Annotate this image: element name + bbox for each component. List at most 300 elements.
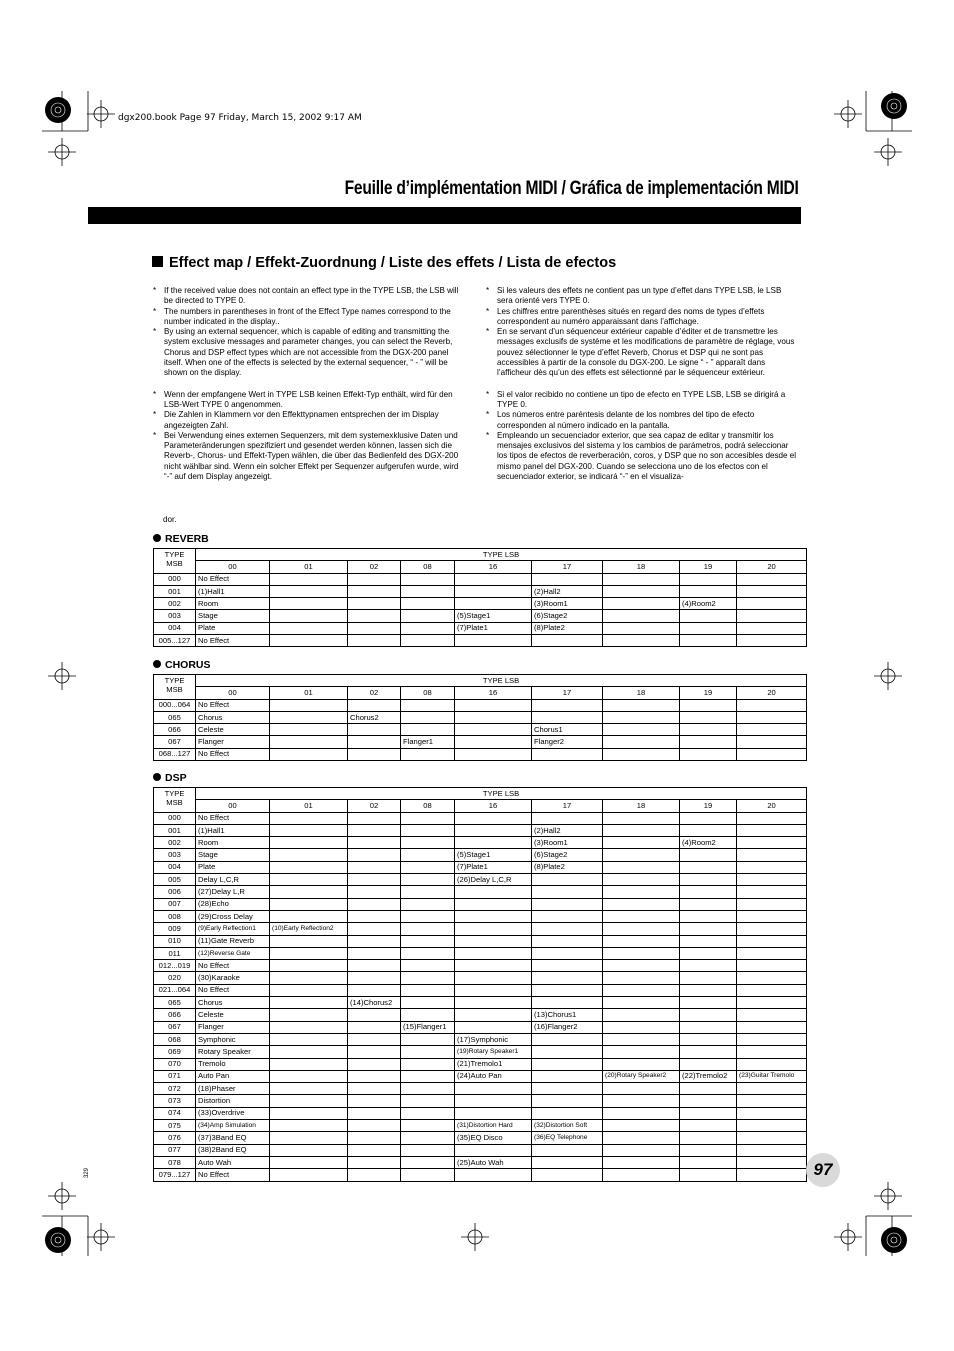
effect-cell bbox=[603, 573, 680, 585]
effect-cell bbox=[603, 837, 680, 849]
effect-cell bbox=[401, 622, 455, 634]
effect-cell bbox=[455, 997, 532, 1009]
effect-cell bbox=[401, 748, 455, 760]
effect-cell bbox=[737, 910, 807, 922]
lsb-column-header: 19 bbox=[680, 561, 737, 573]
effect-cell bbox=[532, 1169, 603, 1181]
effect-cell bbox=[401, 1120, 455, 1132]
effect-cell bbox=[270, 837, 348, 849]
effect-cell bbox=[401, 837, 455, 849]
lsb-column-header: 02 bbox=[348, 687, 401, 699]
effect-cell bbox=[532, 711, 603, 723]
msb-cell: 067 bbox=[154, 736, 196, 748]
effect-cell bbox=[270, 622, 348, 634]
effect-cell: (2)Hall2 bbox=[532, 824, 603, 836]
effect-cell bbox=[401, 1046, 455, 1058]
effect-cell bbox=[455, 1083, 532, 1095]
msb-cell: 003 bbox=[154, 849, 196, 861]
lsb-column-header: 00 bbox=[196, 800, 270, 812]
table-row bbox=[154, 585, 807, 597]
effect-cell bbox=[401, 910, 455, 922]
lsb-column-header: 08 bbox=[401, 800, 455, 812]
effect-cell bbox=[737, 849, 807, 861]
effect-cell bbox=[680, 923, 737, 935]
effect-cell bbox=[270, 1009, 348, 1021]
effect-cell bbox=[270, 861, 348, 873]
effect-cell bbox=[680, 886, 737, 898]
effect-cell bbox=[532, 635, 603, 647]
effect-cell bbox=[455, 573, 532, 585]
effect-cell bbox=[401, 1169, 455, 1181]
table-row bbox=[154, 1046, 807, 1058]
effect-cell: (32)Distortion Soft bbox=[532, 1120, 603, 1132]
msb-cell: 012...019 bbox=[154, 960, 196, 972]
effect-cell: No Effect bbox=[196, 984, 270, 996]
msb-cell: 065 bbox=[154, 997, 196, 1009]
effect-cell bbox=[603, 1046, 680, 1058]
effect-cell: (2)Hall2 bbox=[532, 585, 603, 597]
effect-cell bbox=[455, 960, 532, 972]
effect-cell: (24)Auto Pan bbox=[455, 1070, 532, 1082]
note-marker: * bbox=[486, 410, 490, 420]
effect-cell bbox=[737, 861, 807, 873]
effect-cell bbox=[737, 837, 807, 849]
effect-cell bbox=[270, 1156, 348, 1168]
effect-cell bbox=[737, 1107, 807, 1119]
effect-cell: (11)Gate Reverb bbox=[196, 935, 270, 947]
effect-cell bbox=[603, 635, 680, 647]
dsp-heading-text: DSP bbox=[165, 772, 187, 784]
effect-cell bbox=[603, 736, 680, 748]
effect-cell bbox=[680, 898, 737, 910]
effect-cell bbox=[401, 598, 455, 610]
table-row bbox=[154, 1070, 807, 1082]
effect-cell bbox=[532, 699, 603, 711]
note-item bbox=[486, 307, 798, 328]
effect-cell bbox=[680, 1107, 737, 1119]
table-row bbox=[154, 861, 807, 873]
msb-cell: 011 bbox=[154, 947, 196, 959]
effect-cell bbox=[603, 711, 680, 723]
effect-cell bbox=[680, 984, 737, 996]
effect-cell: Delay L,C,R bbox=[196, 874, 270, 886]
effect-cell bbox=[737, 573, 807, 585]
effect-cell bbox=[737, 1046, 807, 1058]
effect-cell bbox=[401, 984, 455, 996]
effect-cell bbox=[348, 598, 401, 610]
effect-cell: (8)Plate2 bbox=[532, 861, 603, 873]
effect-cell bbox=[270, 736, 348, 748]
effect-cell bbox=[680, 736, 737, 748]
msb-cell: 000...064 bbox=[154, 699, 196, 711]
note-text: Wenn der empfangene Wert in TYPE LSB keinen Effekt-Typ enthält, wird für den LSB-Wert TYPE 0 angenommen. bbox=[164, 389, 453, 409]
bullet-dot-icon bbox=[153, 534, 161, 542]
effect-cell bbox=[737, 984, 807, 996]
note-marker: * bbox=[486, 286, 490, 295]
msb-cell: 067 bbox=[154, 1021, 196, 1033]
effect-cell bbox=[401, 711, 455, 723]
reverb-heading-text: REVERB bbox=[165, 533, 209, 545]
msb-cell: 005...127 bbox=[154, 635, 196, 647]
effect-cell bbox=[737, 1083, 807, 1095]
effect-cell bbox=[455, 886, 532, 898]
effect-cell bbox=[603, 1033, 680, 1045]
effect-cell bbox=[455, 585, 532, 597]
effect-cell bbox=[401, 972, 455, 984]
effect-cell bbox=[737, 724, 807, 736]
effect-cell bbox=[270, 1120, 348, 1132]
effect-cell bbox=[737, 1021, 807, 1033]
effect-cell bbox=[737, 585, 807, 597]
bullet-dot-icon bbox=[153, 773, 161, 781]
note-text: Si el valor recibido no contiene un tipo de efecto en TYPE LSB, LSB se dirigirá a TYPE 0. bbox=[497, 389, 786, 409]
effect-cell: No Effect bbox=[196, 812, 270, 824]
effect-cell bbox=[532, 1156, 603, 1168]
effect-cell bbox=[348, 736, 401, 748]
effect-cell bbox=[737, 1156, 807, 1168]
msb-cell: 008 bbox=[154, 910, 196, 922]
effect-cell bbox=[455, 898, 532, 910]
effect-cell bbox=[401, 886, 455, 898]
effect-cell bbox=[532, 1107, 603, 1119]
effect-cell bbox=[680, 1046, 737, 1058]
msb-cell: 075 bbox=[154, 1120, 196, 1132]
effect-cell bbox=[603, 598, 680, 610]
effect-cell bbox=[680, 1169, 737, 1181]
effect-cell bbox=[680, 861, 737, 873]
effect-cell bbox=[532, 1033, 603, 1045]
effect-cell bbox=[348, 1046, 401, 1058]
page-title: Feuille d’implémentation MIDI / Gráfica de implementación MIDI bbox=[345, 178, 799, 199]
effect-cell bbox=[532, 1144, 603, 1156]
effect-cell bbox=[270, 1083, 348, 1095]
table-row bbox=[154, 960, 807, 972]
effect-cell bbox=[270, 972, 348, 984]
effect-cell: (38)2Band EQ bbox=[196, 1144, 270, 1156]
effect-cell bbox=[737, 898, 807, 910]
notes-gap bbox=[153, 379, 465, 390]
effect-cell bbox=[603, 874, 680, 886]
msb-cell: 000 bbox=[154, 573, 196, 585]
effect-cell bbox=[680, 1095, 737, 1107]
note-item bbox=[486, 286, 798, 307]
table-row bbox=[154, 1144, 807, 1156]
effect-cell bbox=[348, 923, 401, 935]
table-row bbox=[154, 812, 807, 824]
effect-cell bbox=[603, 1095, 680, 1107]
effect-cell: (36)EQ Telephone bbox=[532, 1132, 603, 1144]
effect-cell bbox=[603, 910, 680, 922]
effect-cell bbox=[603, 622, 680, 634]
note-text: The numbers in parentheses in front of the Effect Type names correspond to the number indicated in the display.. bbox=[164, 306, 451, 326]
note-text: Los números entre paréntesis delante de los nombres del tipo de efecto corresponden al número indicado en la pantalla. bbox=[497, 410, 755, 430]
lsb-column-header: 08 bbox=[401, 687, 455, 699]
effect-cell bbox=[532, 947, 603, 959]
effect-cell bbox=[401, 997, 455, 1009]
msb-cell: 009 bbox=[154, 923, 196, 935]
effect-cell bbox=[455, 947, 532, 959]
lsb-column-header: 00 bbox=[196, 561, 270, 573]
effect-cell bbox=[455, 724, 532, 736]
effect-cell bbox=[737, 1169, 807, 1181]
effect-cell bbox=[348, 812, 401, 824]
effect-cell bbox=[680, 812, 737, 824]
note-marker: * bbox=[486, 430, 490, 440]
effect-cell bbox=[401, 923, 455, 935]
effect-cell bbox=[737, 1132, 807, 1144]
note-text: Si les valeurs des effets ne contient pas un type d’effet dans TYPE LSB, le LSB sera orienté vers TYPE 0. bbox=[497, 286, 782, 306]
effect-cell bbox=[737, 874, 807, 886]
msb-cell: 001 bbox=[154, 585, 196, 597]
effect-cell bbox=[270, 984, 348, 996]
effect-cell bbox=[455, 972, 532, 984]
effect-cell bbox=[270, 1095, 348, 1107]
effect-cell: (31)Distortion Hard bbox=[455, 1120, 532, 1132]
effect-cell bbox=[680, 699, 737, 711]
effect-cell bbox=[737, 886, 807, 898]
effect-cell bbox=[348, 898, 401, 910]
dsp-heading bbox=[153, 772, 187, 784]
effect-cell bbox=[603, 748, 680, 760]
effect-cell bbox=[680, 960, 737, 972]
effect-cell: Room bbox=[196, 837, 270, 849]
effect-cell bbox=[348, 573, 401, 585]
effect-cell bbox=[603, 1021, 680, 1033]
effect-cell bbox=[603, 1083, 680, 1095]
chorus-heading bbox=[153, 659, 211, 671]
notes-right-column bbox=[486, 286, 798, 482]
effect-cell bbox=[348, 1169, 401, 1181]
effect-cell: Stage bbox=[196, 849, 270, 861]
table-row bbox=[154, 736, 807, 748]
effect-cell: (21)Tremolo1 bbox=[455, 1058, 532, 1070]
effect-cell: No Effect bbox=[196, 635, 270, 647]
effect-cell bbox=[270, 1058, 348, 1070]
note-marker: * bbox=[153, 327, 157, 337]
lsb-column-header: 16 bbox=[455, 561, 532, 573]
effect-cell bbox=[401, 573, 455, 585]
table-row bbox=[154, 898, 807, 910]
effect-cell bbox=[270, 1021, 348, 1033]
note-item bbox=[153, 327, 465, 378]
effect-cell bbox=[603, 1120, 680, 1132]
effect-cell bbox=[603, 972, 680, 984]
effect-cell bbox=[401, 824, 455, 836]
effect-cell bbox=[737, 610, 807, 622]
effect-cell bbox=[532, 923, 603, 935]
effect-cell bbox=[603, 585, 680, 597]
effect-cell bbox=[401, 1107, 455, 1119]
effect-cell: Chorus bbox=[196, 997, 270, 1009]
effect-cell bbox=[348, 1144, 401, 1156]
effect-cell bbox=[532, 898, 603, 910]
type-lsb-header: TYPE LSB bbox=[196, 675, 807, 687]
section-heading-text: Effect map / Effekt-Zuordnung / Liste des effets / Lista de efectos bbox=[169, 255, 617, 271]
reverb-table bbox=[153, 548, 807, 647]
note-marker: * bbox=[153, 389, 157, 399]
table-row bbox=[154, 711, 807, 723]
effect-cell bbox=[680, 1058, 737, 1070]
msb-cell: 074 bbox=[154, 1107, 196, 1119]
effect-cell bbox=[532, 910, 603, 922]
effect-cell: (33)Overdrive bbox=[196, 1107, 270, 1119]
table-row bbox=[154, 1120, 807, 1132]
effect-cell bbox=[348, 748, 401, 760]
effect-cell bbox=[737, 947, 807, 959]
effect-cell bbox=[270, 935, 348, 947]
note-text: Empleando un secuenciador exterior, que sea capaz de editar y transmitir los mensajes exclusivos del sistema y los cambios de parámetros, podrá seleccionar los tipos de efectos de reverberación, coros, y DSP que no son accesibles desde el mismo panel del DGX-200. Cuando se selecciona uno de los efectos con el secuenciador exterior, se indicará “-” en el visualiza- bbox=[497, 430, 797, 482]
effect-cell bbox=[737, 997, 807, 1009]
effect-cell bbox=[348, 622, 401, 634]
type-msb-header: TYPE MSB bbox=[154, 675, 196, 700]
effect-cell bbox=[532, 1046, 603, 1058]
book-header-line: dgx200.book Page 97 Friday, March 15, 2002 9:17 AM bbox=[118, 113, 362, 123]
msb-cell: 078 bbox=[154, 1156, 196, 1168]
lsb-column-header: 08 bbox=[401, 561, 455, 573]
effect-cell bbox=[348, 1058, 401, 1070]
msb-cell: 079...127 bbox=[154, 1169, 196, 1181]
table-row bbox=[154, 748, 807, 760]
effect-cell: Plate bbox=[196, 861, 270, 873]
effect-cell bbox=[603, 1169, 680, 1181]
effect-cell bbox=[737, 923, 807, 935]
effect-cell bbox=[737, 1058, 807, 1070]
effect-cell: (3)Room1 bbox=[532, 598, 603, 610]
effect-cell: (6)Stage2 bbox=[532, 610, 603, 622]
effect-cell bbox=[532, 874, 603, 886]
effect-cell bbox=[737, 1095, 807, 1107]
effect-cell bbox=[348, 824, 401, 836]
chorus-heading-text: CHORUS bbox=[165, 659, 211, 671]
note-item bbox=[486, 431, 798, 482]
effect-cell bbox=[401, 1132, 455, 1144]
effect-cell bbox=[603, 923, 680, 935]
square-bullet-icon bbox=[152, 256, 163, 267]
effect-cell bbox=[532, 984, 603, 996]
lsb-column-header: 17 bbox=[532, 687, 603, 699]
effect-cell bbox=[603, 886, 680, 898]
effect-cell bbox=[270, 947, 348, 959]
table-row bbox=[154, 972, 807, 984]
effect-cell bbox=[348, 724, 401, 736]
table-row bbox=[154, 1156, 807, 1168]
effect-cell bbox=[532, 1095, 603, 1107]
effect-cell bbox=[455, 635, 532, 647]
note-text: Les chiffres entre parenthèses situés en regard des noms de types d’effets correspondent au numéro apparaissant dans l’affichage. bbox=[497, 306, 765, 326]
effect-cell bbox=[401, 898, 455, 910]
side-code: 329 bbox=[84, 1167, 90, 1178]
msb-cell: 004 bbox=[154, 622, 196, 634]
title-bar bbox=[88, 207, 801, 224]
effect-cell: (29)Cross Delay bbox=[196, 910, 270, 922]
effect-cell bbox=[737, 935, 807, 947]
effect-cell: Flanger2 bbox=[532, 736, 603, 748]
effect-cell: (5)Stage1 bbox=[455, 849, 532, 861]
effect-cell bbox=[348, 910, 401, 922]
effect-cell bbox=[680, 824, 737, 836]
lsb-column-header: 17 bbox=[532, 800, 603, 812]
effect-cell bbox=[270, 1033, 348, 1045]
effect-cell bbox=[270, 1070, 348, 1082]
effect-cell bbox=[270, 610, 348, 622]
effect-cell bbox=[348, 1095, 401, 1107]
effect-cell: (5)Stage1 bbox=[455, 610, 532, 622]
effect-cell bbox=[348, 1156, 401, 1168]
msb-cell: 073 bbox=[154, 1095, 196, 1107]
effect-cell bbox=[270, 598, 348, 610]
note-item bbox=[486, 390, 798, 411]
effect-cell bbox=[680, 935, 737, 947]
effect-cell bbox=[680, 724, 737, 736]
effect-cell bbox=[737, 711, 807, 723]
effect-cell: (30)Karaoke bbox=[196, 972, 270, 984]
table-row bbox=[154, 1132, 807, 1144]
effect-cell bbox=[603, 1009, 680, 1021]
effect-cell bbox=[348, 1021, 401, 1033]
effect-cell bbox=[532, 997, 603, 1009]
effect-cell bbox=[401, 610, 455, 622]
table-row bbox=[154, 598, 807, 610]
type-lsb-header: TYPE LSB bbox=[196, 549, 807, 561]
effect-cell bbox=[680, 610, 737, 622]
lsb-column-header: 02 bbox=[348, 800, 401, 812]
effect-cell: (23)Guitar Tremolo bbox=[737, 1070, 807, 1082]
effect-cell: (4)Room2 bbox=[680, 598, 737, 610]
effect-cell bbox=[680, 1156, 737, 1168]
lsb-column-header: 00 bbox=[196, 687, 270, 699]
effect-cell: (14)Chorus2 bbox=[348, 997, 401, 1009]
table-row bbox=[154, 923, 807, 935]
effect-cell bbox=[603, 1132, 680, 1144]
effect-cell: Symphonic bbox=[196, 1033, 270, 1045]
msb-cell: 006 bbox=[154, 886, 196, 898]
lsb-column-header: 16 bbox=[455, 687, 532, 699]
effect-cell: (6)Stage2 bbox=[532, 849, 603, 861]
effect-cell: Flanger1 bbox=[401, 736, 455, 748]
effect-cell: (20)Rotary Speaker2 bbox=[603, 1070, 680, 1082]
effect-cell bbox=[532, 573, 603, 585]
effect-cell bbox=[455, 1009, 532, 1021]
effect-cell bbox=[401, 1033, 455, 1045]
note-item bbox=[486, 410, 798, 431]
effect-cell: (27)Delay L,R bbox=[196, 886, 270, 898]
effect-cell: (22)Tremolo2 bbox=[680, 1070, 737, 1082]
effect-cell bbox=[455, 910, 532, 922]
effect-cell bbox=[401, 812, 455, 824]
effect-cell: (7)Plate1 bbox=[455, 861, 532, 873]
effect-cell bbox=[270, 635, 348, 647]
effect-cell bbox=[737, 1120, 807, 1132]
effect-cell bbox=[401, 1156, 455, 1168]
effect-cell bbox=[455, 1095, 532, 1107]
effect-cell bbox=[270, 1107, 348, 1119]
effect-cell bbox=[401, 1009, 455, 1021]
effect-cell bbox=[603, 947, 680, 959]
effect-cell bbox=[348, 984, 401, 996]
effect-cell bbox=[680, 947, 737, 959]
table-row bbox=[154, 1009, 807, 1021]
effect-cell bbox=[455, 812, 532, 824]
effect-cell bbox=[455, 984, 532, 996]
effect-cell bbox=[603, 724, 680, 736]
type-msb-header: TYPE MSB bbox=[154, 549, 196, 574]
table-row bbox=[154, 984, 807, 996]
effect-cell bbox=[401, 699, 455, 711]
effect-cell bbox=[737, 598, 807, 610]
effect-cell bbox=[532, 1083, 603, 1095]
effect-cell bbox=[603, 1144, 680, 1156]
effect-cell bbox=[680, 1033, 737, 1045]
